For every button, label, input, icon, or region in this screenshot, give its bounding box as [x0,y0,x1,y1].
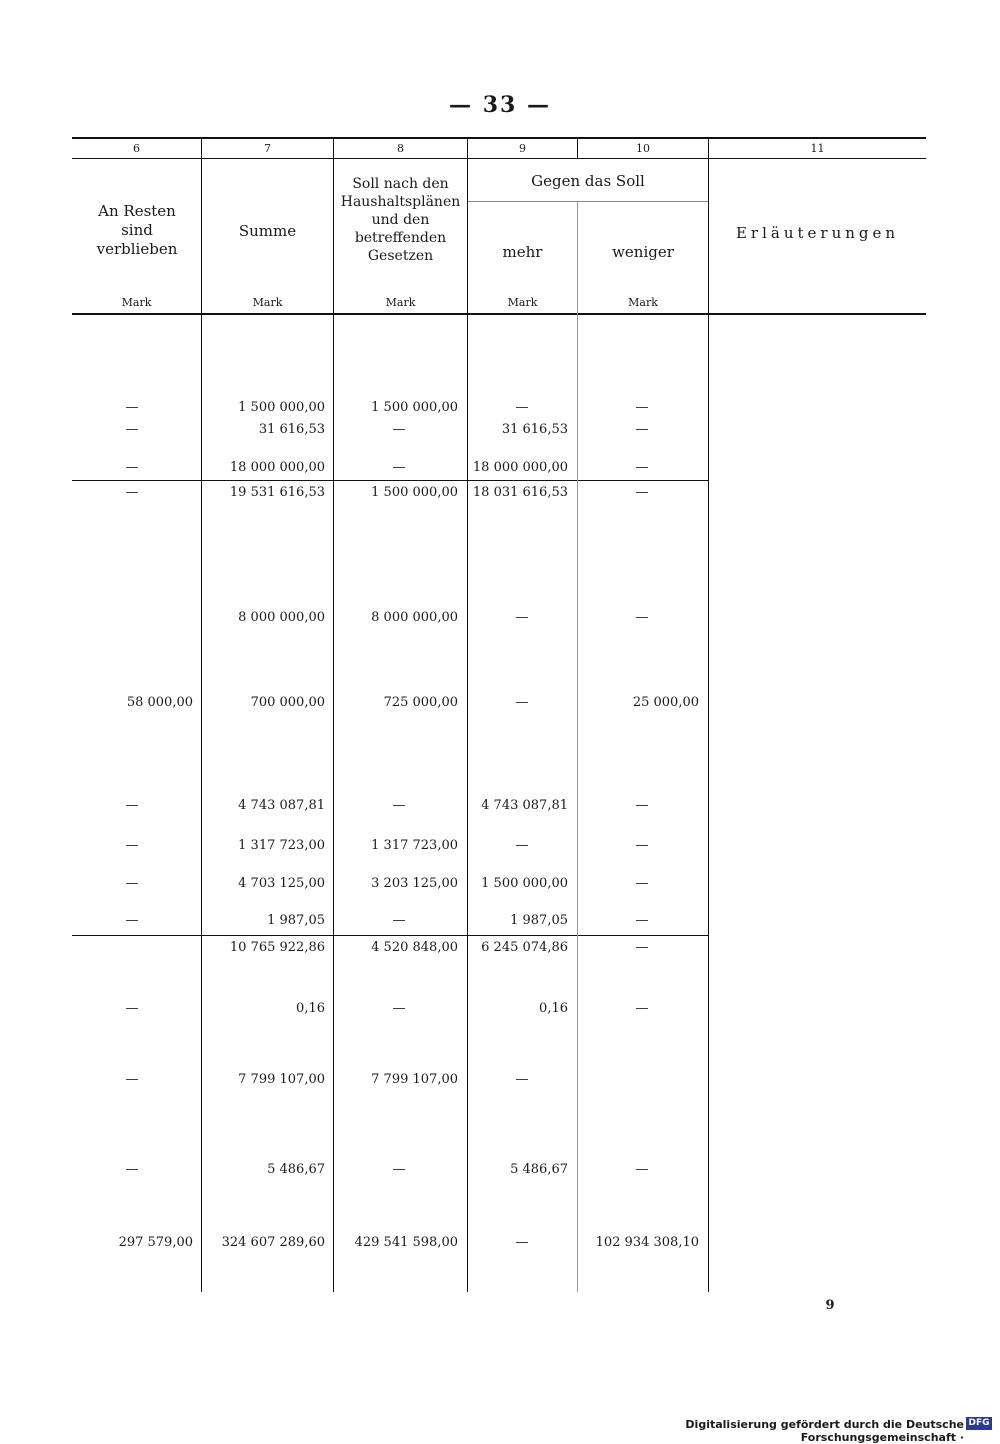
table-cell-c6: — [125,1072,139,1087]
table-cell-c7: 1 987,05 [267,913,325,928]
table-cell-c7: 18 000 000,00 [229,460,325,475]
table-cell-c6: — [125,422,139,437]
table-cell-c7: 1 317 723,00 [238,838,325,853]
header-c6: An Resten sind verblieben [96,202,178,258]
table-cell-c8: 725 000,00 [383,695,458,710]
table-cell-c10: — [635,913,649,928]
col-separator-8-9 [467,137,468,1292]
table-cell-c7: 10 765 922,86 [229,940,325,955]
table-cell-c6: — [125,460,139,475]
table-cell-c6: — [125,1001,139,1016]
table-cell-c10: 102 934 308,10 [595,1235,699,1250]
header-group-gegen-das-soll: Gegen das Soll [531,172,645,190]
unit-c8: Mark [385,296,416,309]
column-number-8: 8 [397,142,404,155]
table-cell-c7: 1 500 000,00 [238,400,325,415]
table-cell-c8: — [392,422,406,437]
unit-c9: Mark [507,296,538,309]
table-cell-c9: 1 987,05 [510,913,568,928]
table-cell-c6: — [125,876,139,891]
header-c8: Soll nach den Haushaltsplänen und den betreffenden Gesetzen [340,176,461,264]
col-separator-10-11 [708,137,709,1292]
table-cell-c6: — [125,798,139,813]
table-cell-c8: — [392,1001,406,1016]
table-cell-c9: 5 486,67 [510,1162,568,1177]
dfg-logo: DFG [966,1417,992,1430]
table-cell-c7: 8 000 000,00 [238,610,325,625]
subtotal-rule-1 [72,480,708,481]
table-cell-c8: 7 799 107,00 [371,1072,458,1087]
table-cell-c6: — [125,913,139,928]
subtotal-rule-2 [72,935,708,936]
column-number-7: 7 [264,142,271,155]
table-cell-c6: — [125,1162,139,1177]
column-number-9: 9 [519,142,526,155]
unit-c6: Mark [121,296,152,309]
header-c11: Erläuterungen [735,224,900,242]
table-cell-c8: — [392,913,406,928]
table-cell-c7: 4 703 125,00 [238,876,325,891]
table-cell-c9: — [515,610,529,625]
table-cell-c9: 4 743 087,81 [481,798,568,813]
table-cell-c8: — [392,460,406,475]
table-cell-c8: 1 317 723,00 [371,838,458,853]
table-cell-c9: 6 245 074,86 [481,940,568,955]
table-cell-c8: — [392,798,406,813]
table-cell-c6: — [125,838,139,853]
table-cell-c10: 25 000,00 [632,695,699,710]
table-cell-c9: — [515,695,529,710]
table-cell-c9: 1 500 000,00 [481,876,568,891]
column-number-10: 10 [636,142,650,155]
table-cell-c10: — [635,798,649,813]
table-cell-c9: — [515,838,529,853]
unit-c10: Mark [628,296,658,309]
table-cell-c7: 4 743 087,81 [238,798,325,813]
table-cell-c6: — [125,400,139,415]
header-c7: Summe [238,222,297,240]
table-cell-c8: 4 520 848,00 [371,940,458,955]
header-c10: weniger [612,243,674,261]
table-cell-c6: 58 000,00 [126,695,193,710]
table-cell-c8: 8 000 000,00 [371,610,458,625]
table-cell-c8: 1 500 000,00 [371,400,458,415]
table-cell-c10: — [635,610,649,625]
table-cell-c10: — [635,876,649,891]
table-cell-c6: 297 579,00 [118,1235,193,1250]
col-separator-9-10-body [577,202,578,1292]
table-cell-c10: — [635,1162,649,1177]
table-cell-c7: 19 531 616,53 [229,485,325,500]
column-number-6: 6 [133,142,140,155]
table-cell-c9: 0,16 [539,1001,568,1016]
group-header-rule [468,201,708,202]
table-cell-c8: — [392,1162,406,1177]
table-cell-c10: — [635,460,649,475]
table-cell-c10: — [635,485,649,500]
table-cell-c7: 31 616,53 [258,422,325,437]
table-cell-c10: — [635,1001,649,1016]
table-cell-c7: 5 486,67 [267,1162,325,1177]
table-cell-c9: — [515,400,529,415]
table-cell-c7: 7 799 107,00 [238,1072,325,1087]
table-cell-c7: 700 000,00 [250,695,325,710]
footer-credit: Digitalisierung gefördert durch die Deutsche Forschungsgemeinschaft · [685,1418,964,1444]
table-cell-c8: 3 203 125,00 [371,876,458,891]
table-cell-c9: — [515,1072,529,1087]
table-cell-c9: 31 616,53 [501,422,568,437]
table-cell-c7: 324 607 289,60 [221,1235,325,1250]
unit-c7: Mark [252,296,283,309]
col-separator-7-8 [333,137,334,1292]
table-cell-c10: — [635,422,649,437]
table-cell-c9: — [515,1235,529,1250]
page-number: — 33 — [449,92,551,118]
col-separator-6-7 [201,137,202,1292]
table-cell-c6: — [125,485,139,500]
table-cell-c7: 0,16 [296,1001,325,1016]
table-cell-c10: — [635,838,649,853]
table-cell-c8: 1 500 000,00 [371,485,458,500]
table-cell-c10: — [635,400,649,415]
header-c9: mehr [502,243,543,261]
table-cell-c9: 18 031 616,53 [472,485,568,500]
table-cell-c8: 429 541 598,00 [354,1235,458,1250]
column-number-11: 11 [810,142,825,155]
table-cell-c10: — [635,940,649,955]
signature-mark: 9 [825,1298,835,1313]
table-cell-c9: 18 000 000,00 [472,460,568,475]
